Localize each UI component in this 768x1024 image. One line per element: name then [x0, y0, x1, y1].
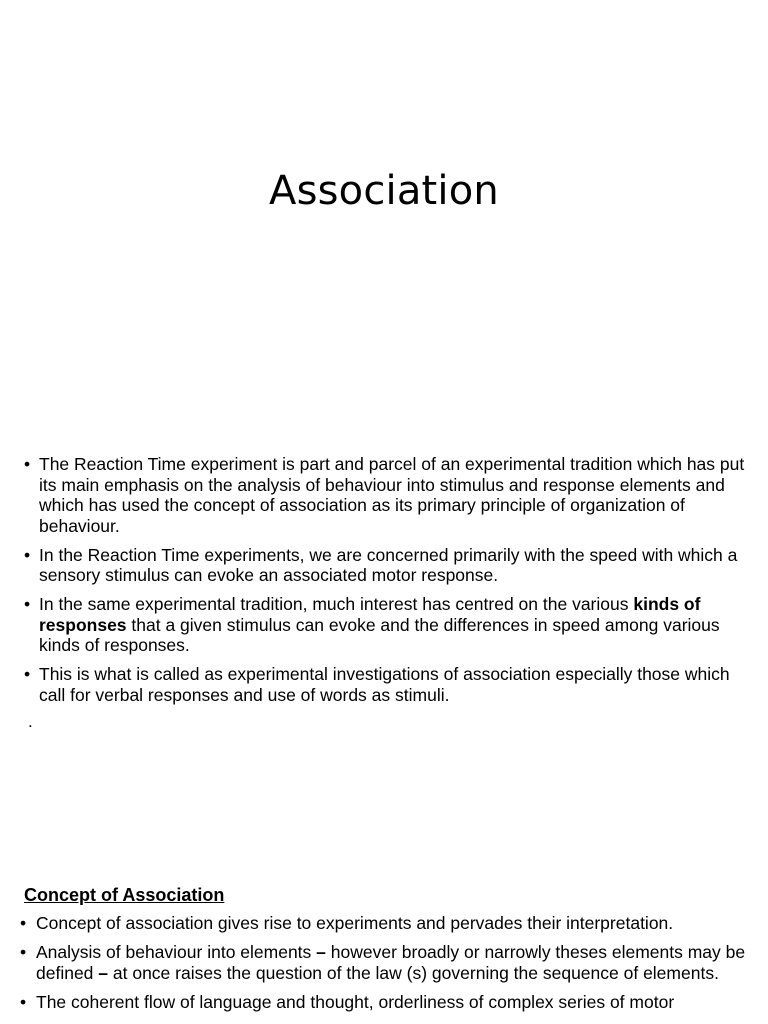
bullet-text: In the same experimental tradition, much interest has centred on the various: [39, 594, 634, 614]
section-heading: Concept of Association: [24, 885, 225, 905]
bullet-text: In the Reaction Time experiments, we are concerned primarily with the speed with which a sensory stimulus can evoke an associated motor response.: [39, 544, 738, 585]
bullet-item: [24, 664, 752, 705]
bullet-text: at once raises the question of the law (s) governing the sequence of elements.: [108, 962, 719, 983]
trailing-period: .: [28, 712, 33, 731]
bullet-item: [24, 594, 752, 656]
bold-dash: –: [316, 942, 326, 962]
slide-title: Association: [269, 168, 499, 214]
bullet-item: [20, 992, 752, 1013]
bullet-text: The coherent flow of language and thought, orderliness of complex series of motor: [36, 991, 675, 1012]
bullet-item: [24, 454, 752, 536]
bullet-text: This is what is called as experimental investigations of association especially those which call for verbal responses and use of words as stimuli.: [39, 664, 730, 705]
bold-phrase: kinds of responses: [39, 594, 701, 635]
bullet-item: [24, 545, 752, 586]
bullet-text: Concept of association gives rise to experiments and pervades their interpretation.: [36, 913, 674, 933]
reaction-time-bullet-list: [24, 454, 752, 714]
bullet-item: [20, 942, 752, 983]
bullet-text: Analysis of behaviour into elements: [36, 942, 317, 962]
bullet-text: however broadly or narrowly theses elements may be defined: [36, 942, 746, 983]
bold-dash: –: [98, 962, 109, 983]
bullet-item: [20, 913, 752, 934]
concept-bullet-list: [20, 913, 752, 1021]
bullet-text: The Reaction Time experiment is part and parcel of an experimental tradition which has put its main emphasis on the analysis of behaviour into stimulus and response elements and which has used the concept of association as its primary principle of organization of behaviour.: [39, 454, 745, 536]
bullet-text: that a given stimulus can evoke and the differences in speed among various kinds of responses.: [39, 614, 720, 655]
